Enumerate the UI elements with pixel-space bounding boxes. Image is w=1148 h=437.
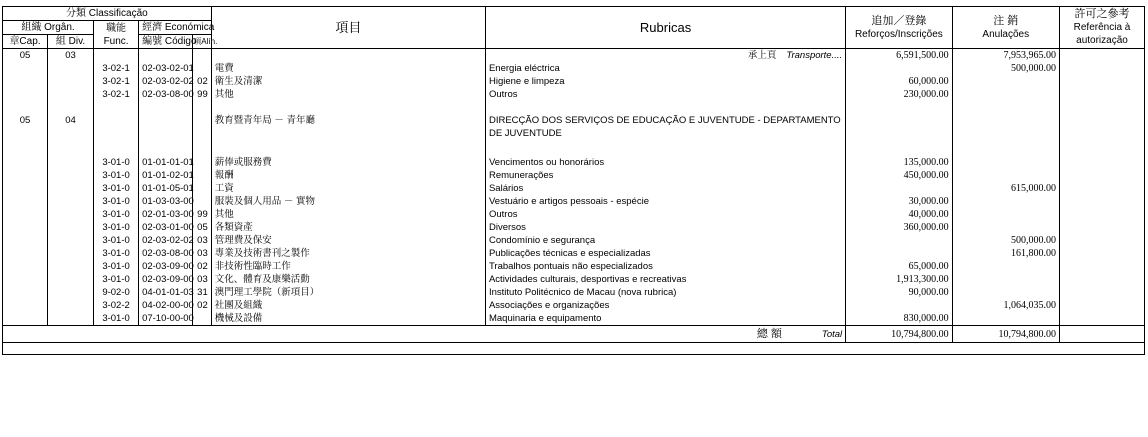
authorization-cell xyxy=(1060,247,1145,260)
annulment-cell: 1,064,035.00 xyxy=(952,299,1059,312)
table-row xyxy=(3,182,1145,195)
alin-cell: 99 xyxy=(193,88,211,101)
func-cell: 3-01-0 xyxy=(94,273,139,286)
rubric-pt-cell: Outros xyxy=(485,208,845,221)
table-row xyxy=(3,286,1145,299)
code-cell: 02-03-08-00 xyxy=(139,88,193,101)
alin-cell: 02 xyxy=(193,260,211,273)
func-cell: 3-01-0 xyxy=(94,312,139,326)
division-header: 組 Div. xyxy=(48,35,94,49)
annulment-cell xyxy=(952,88,1059,101)
rubric-pt-cell: Vencimentos ou honorários xyxy=(485,156,845,169)
item-cn-cell: 其他 xyxy=(211,88,485,101)
code-cell: 07-10-00-00 xyxy=(139,312,193,326)
func-cell: 3-01-0 xyxy=(94,208,139,221)
item-cn-cell: 專業及技術書刊之製作 xyxy=(211,247,485,260)
reinforcements-pt: Reforços/Inscrições xyxy=(854,28,943,40)
table-row xyxy=(3,247,1145,260)
func-cell: 3-01-0 xyxy=(94,182,139,195)
annulment-cell xyxy=(952,169,1059,182)
section2-chapter: 05 xyxy=(3,114,48,127)
reinforcement-cell: 40,000.00 xyxy=(846,208,952,221)
functional-cn: 職能 xyxy=(106,22,127,34)
item-cn-cell: 澳門理工學院（新項目） xyxy=(211,286,485,299)
authorization-cell xyxy=(1060,62,1145,75)
authorization-cell xyxy=(1060,273,1145,286)
table-row xyxy=(3,75,1145,88)
table-row xyxy=(3,156,1145,169)
reinforcement-cell: 65,000.00 xyxy=(846,260,952,273)
item-cn-cell: 電費 xyxy=(211,62,485,75)
item-cn-cell: 服裝及個人用品 － 實物 xyxy=(211,195,485,208)
rubric-pt-cell: Trabalhos pontuais não especializados xyxy=(485,260,845,273)
item-cn-cell: 社團及組織 xyxy=(211,299,485,312)
authorization-cell xyxy=(1060,195,1145,208)
annulment-cell xyxy=(952,75,1059,88)
code-cell: 02-01-03-00 xyxy=(139,208,193,221)
transport-row xyxy=(3,49,1145,63)
authorization-cell xyxy=(1060,312,1145,326)
division-cell xyxy=(48,208,94,221)
items-cn-header: 項目 xyxy=(211,7,485,49)
division-cell xyxy=(48,247,94,260)
division-cell xyxy=(48,221,94,234)
item-header: 項Alín. xyxy=(193,35,211,49)
division-cell xyxy=(48,273,94,286)
rubric-pt-cell: Higiene e limpeza xyxy=(485,75,845,88)
division-cell xyxy=(48,299,94,312)
code-cell: 04-01-01-03 xyxy=(139,286,193,299)
rubric-pt-cell: Publicações técnicas e especializadas xyxy=(485,247,845,260)
reinforcement-cell: 450,000.00 xyxy=(846,169,952,182)
annulment-cell xyxy=(952,273,1059,286)
authorization-cell xyxy=(1060,221,1145,234)
rubric-pt-cell: Vestuário e artigos pessoais - espécie xyxy=(485,195,845,208)
section2-title-cn: 教育暨青年局 － 青年廳 xyxy=(211,114,485,127)
chapter-cell xyxy=(3,260,48,273)
func-cell: 3-01-0 xyxy=(94,169,139,182)
table-row xyxy=(3,234,1145,247)
rubrics-header: Rubricas xyxy=(485,7,845,49)
chapter-cell xyxy=(3,62,48,75)
annulment-cell xyxy=(952,156,1059,169)
reinforcement-cell xyxy=(846,234,952,247)
annulment-cell: 500,000.00 xyxy=(952,62,1059,75)
transport-label-cn: 承上頁 xyxy=(747,50,777,61)
item-cn-cell: 其他 xyxy=(211,208,485,221)
table-row xyxy=(3,62,1145,75)
alin-cell xyxy=(193,62,211,75)
rubric-pt-cell: Condomínio e segurança xyxy=(485,234,845,247)
authorization-cell xyxy=(1060,156,1145,169)
rubric-pt-cell: Outros xyxy=(485,88,845,101)
chapter-header: 章Cap. xyxy=(3,35,48,49)
annulment-cell: 615,000.00 xyxy=(952,182,1059,195)
transport-annulments: 7,953,965.00 xyxy=(952,49,1059,63)
functional-header xyxy=(94,21,139,49)
transport-chapter: 05 xyxy=(3,49,48,63)
functional-abbr: Func. xyxy=(103,35,129,47)
chapter-cell xyxy=(3,195,48,208)
division-cell xyxy=(48,195,94,208)
organic-header: 組織 Orgân. xyxy=(3,21,94,35)
transport-label xyxy=(485,49,845,63)
authorization-cell xyxy=(1060,75,1145,88)
func-cell: 3-02-2 xyxy=(94,299,139,312)
division-cell xyxy=(48,182,94,195)
division-cell xyxy=(48,234,94,247)
code-cell: 01-03-03-00 xyxy=(139,195,193,208)
func-cell: 3-01-0 xyxy=(94,156,139,169)
chapter-cell xyxy=(3,247,48,260)
authorization-cell xyxy=(1060,286,1145,299)
economic-header: 經濟 Económica xyxy=(139,21,212,35)
code-cell: 02-03-01-00 xyxy=(139,221,193,234)
transport-label-pt: Transporte.... xyxy=(786,50,843,61)
rubric-pt-cell: Energia eléctrica xyxy=(485,62,845,75)
reinforcement-cell: 30,000.00 xyxy=(846,195,952,208)
transport-reinforcements: 6,591,500.00 xyxy=(846,49,952,63)
table-row xyxy=(3,312,1145,326)
func-cell: 9-02-0 xyxy=(94,286,139,299)
total-row xyxy=(3,326,1145,343)
annulment-cell xyxy=(952,260,1059,273)
division-cell xyxy=(48,88,94,101)
chapter-cell xyxy=(3,156,48,169)
reinforcement-cell: 360,000.00 xyxy=(846,221,952,234)
rubric-pt-cell: Actividades culturais, desportivas e recreativas xyxy=(485,273,845,286)
func-cell: 3-01-0 xyxy=(94,195,139,208)
annulments-header xyxy=(952,7,1059,49)
authorization-header xyxy=(1060,7,1145,49)
authorization-cell xyxy=(1060,260,1145,273)
rubric-pt-cell: Maquinaria e equipamento xyxy=(485,312,845,326)
code-cell: 01-01-01-01 xyxy=(139,156,193,169)
code-cell: 04-02-00-00 xyxy=(139,299,193,312)
division-cell xyxy=(48,169,94,182)
chapter-cell xyxy=(3,208,48,221)
code-cell: 02-03-02-02 xyxy=(139,234,193,247)
reinforcements-header xyxy=(846,7,952,49)
alin-cell xyxy=(193,195,211,208)
budget-table xyxy=(2,6,1145,355)
authorization-cell xyxy=(1060,169,1145,182)
item-cn-cell: 機械及設備 xyxy=(211,312,485,326)
item-cn-cell: 工資 xyxy=(211,182,485,195)
reinforcement-cell xyxy=(846,62,952,75)
annulment-cell xyxy=(952,221,1059,234)
authorization-pt2: autorização xyxy=(1076,35,1128,46)
table-row xyxy=(3,195,1145,208)
code-cell: 02-03-09-00 xyxy=(139,260,193,273)
func-cell: 3-02-1 xyxy=(94,75,139,88)
func-cell: 3-01-0 xyxy=(94,234,139,247)
reinforcement-cell: 1,913,300.00 xyxy=(846,273,952,286)
annulments-cn: 注 銷 xyxy=(993,14,1019,27)
annulment-cell xyxy=(952,286,1059,299)
table-row xyxy=(3,88,1145,101)
chapter-cell xyxy=(3,169,48,182)
total-label-cn: 總 額 xyxy=(756,327,782,340)
division-cell xyxy=(48,260,94,273)
table-row xyxy=(3,169,1145,182)
rubric-pt-cell: Instituto Politécnico de Macau (nova rubrica) xyxy=(485,286,845,299)
code-cell: 01-01-05-01 xyxy=(139,182,193,195)
rubric-pt-cell: Associações e organizações xyxy=(485,299,845,312)
reinforcement-cell xyxy=(846,182,952,195)
reinforcement-cell: 90,000.00 xyxy=(846,286,952,299)
authorization-pt1: Referência à xyxy=(1073,22,1131,33)
item-cn-cell: 非技術性臨時工作 xyxy=(211,260,485,273)
division-cell xyxy=(48,312,94,326)
reinforcements-cn: 追加／登錄 xyxy=(871,14,927,27)
code-cell: 02-03-09-00 xyxy=(139,273,193,286)
item-cn-cell: 薪俸或服務費 xyxy=(211,156,485,169)
reinforcement-cell: 830,000.00 xyxy=(846,312,952,326)
chapter-cell xyxy=(3,234,48,247)
annulment-cell xyxy=(952,312,1059,326)
annulment-cell xyxy=(952,195,1059,208)
code-cell: 01-01-02-01 xyxy=(139,169,193,182)
table-row xyxy=(3,299,1145,312)
authorization-cell xyxy=(1060,208,1145,221)
alin-cell: 99 xyxy=(193,208,211,221)
header-row-1 xyxy=(3,7,1145,21)
func-cell: 3-01-0 xyxy=(94,221,139,234)
code-cell: 02-03-02-01 xyxy=(139,62,193,75)
alin-cell: 02 xyxy=(193,299,211,312)
transport-division: 03 xyxy=(48,49,94,63)
chapter-cell xyxy=(3,221,48,234)
section2-title-pt1: DIRECÇÃO DOS SERVIÇOS DE EDUCAÇÃO E JUVENTUDE - DEPARTAMENTO xyxy=(485,114,845,127)
table-row xyxy=(3,273,1145,286)
total-reinforcements: 10,794,800.00 xyxy=(846,326,952,343)
division-cell xyxy=(48,62,94,75)
annulment-cell: 500,000.00 xyxy=(952,234,1059,247)
table-row xyxy=(3,260,1145,273)
code-cell: 02-03-02-02 xyxy=(139,75,193,88)
alin-cell: 03 xyxy=(193,234,211,247)
chapter-cell xyxy=(3,88,48,101)
item-cn-cell: 管理費及保安 xyxy=(211,234,485,247)
alin-cell: 05 xyxy=(193,221,211,234)
authorization-cell xyxy=(1060,234,1145,247)
authorization-cell xyxy=(1060,182,1145,195)
alin-cell: 31 xyxy=(193,286,211,299)
chapter-cell xyxy=(3,273,48,286)
alin-cell: 02 xyxy=(193,75,211,88)
division-cell xyxy=(48,286,94,299)
func-cell: 3-02-1 xyxy=(94,88,139,101)
authorization-cn: 許可之參考 xyxy=(1074,8,1130,20)
func-cell: 3-02-1 xyxy=(94,62,139,75)
table-row xyxy=(3,208,1145,221)
annulment-cell: 161,800.00 xyxy=(952,247,1059,260)
chapter-cell xyxy=(3,182,48,195)
item-cn-cell: 文化、體育及康樂活動 xyxy=(211,273,485,286)
authorization-cell xyxy=(1060,88,1145,101)
total-annulments: 10,794,800.00 xyxy=(952,326,1059,343)
chapter-cell xyxy=(3,75,48,88)
alin-cell xyxy=(193,169,211,182)
classification-header: 分類 Classificação xyxy=(3,7,212,21)
alin-cell xyxy=(193,312,211,326)
total-label xyxy=(3,326,846,343)
section2-header-row-2 xyxy=(3,127,1145,140)
rubric-pt-cell: Salários xyxy=(485,182,845,195)
code-header: 編號 Código xyxy=(139,35,193,49)
section2-division: 04 xyxy=(48,114,94,127)
division-cell xyxy=(48,156,94,169)
annulment-cell xyxy=(952,208,1059,221)
alin-cell: 03 xyxy=(193,247,211,260)
division-cell xyxy=(48,75,94,88)
rubric-pt-cell: Diversos xyxy=(485,221,845,234)
func-cell: 3-01-0 xyxy=(94,247,139,260)
item-cn-cell: 報酬 xyxy=(211,169,485,182)
reinforcement-cell xyxy=(846,299,952,312)
reinforcement-cell: 60,000.00 xyxy=(846,75,952,88)
annulments-pt: Anulações xyxy=(982,28,1030,40)
reinforcement-cell: 135,000.00 xyxy=(846,156,952,169)
reinforcement-cell: 230,000.00 xyxy=(846,88,952,101)
section2-header-row xyxy=(3,114,1145,127)
reinforcement-cell xyxy=(846,247,952,260)
chapter-cell xyxy=(3,299,48,312)
code-cell: 02-03-08-00 xyxy=(139,247,193,260)
item-cn-cell: 衛生及清潔 xyxy=(211,75,485,88)
item-cn-cell: 各類資產 xyxy=(211,221,485,234)
authorization-cell xyxy=(1060,299,1145,312)
func-cell: 3-01-0 xyxy=(94,260,139,273)
total-label-pt: Total xyxy=(821,328,843,340)
alin-cell: 03 xyxy=(193,273,211,286)
alin-cell xyxy=(193,182,211,195)
table-row xyxy=(3,221,1145,234)
chapter-cell xyxy=(3,286,48,299)
chapter-cell xyxy=(3,312,48,326)
rubric-pt-cell: Remunerações xyxy=(485,169,845,182)
section2-title-pt2: DE JUVENTUDE xyxy=(485,127,845,140)
alin-cell xyxy=(193,156,211,169)
